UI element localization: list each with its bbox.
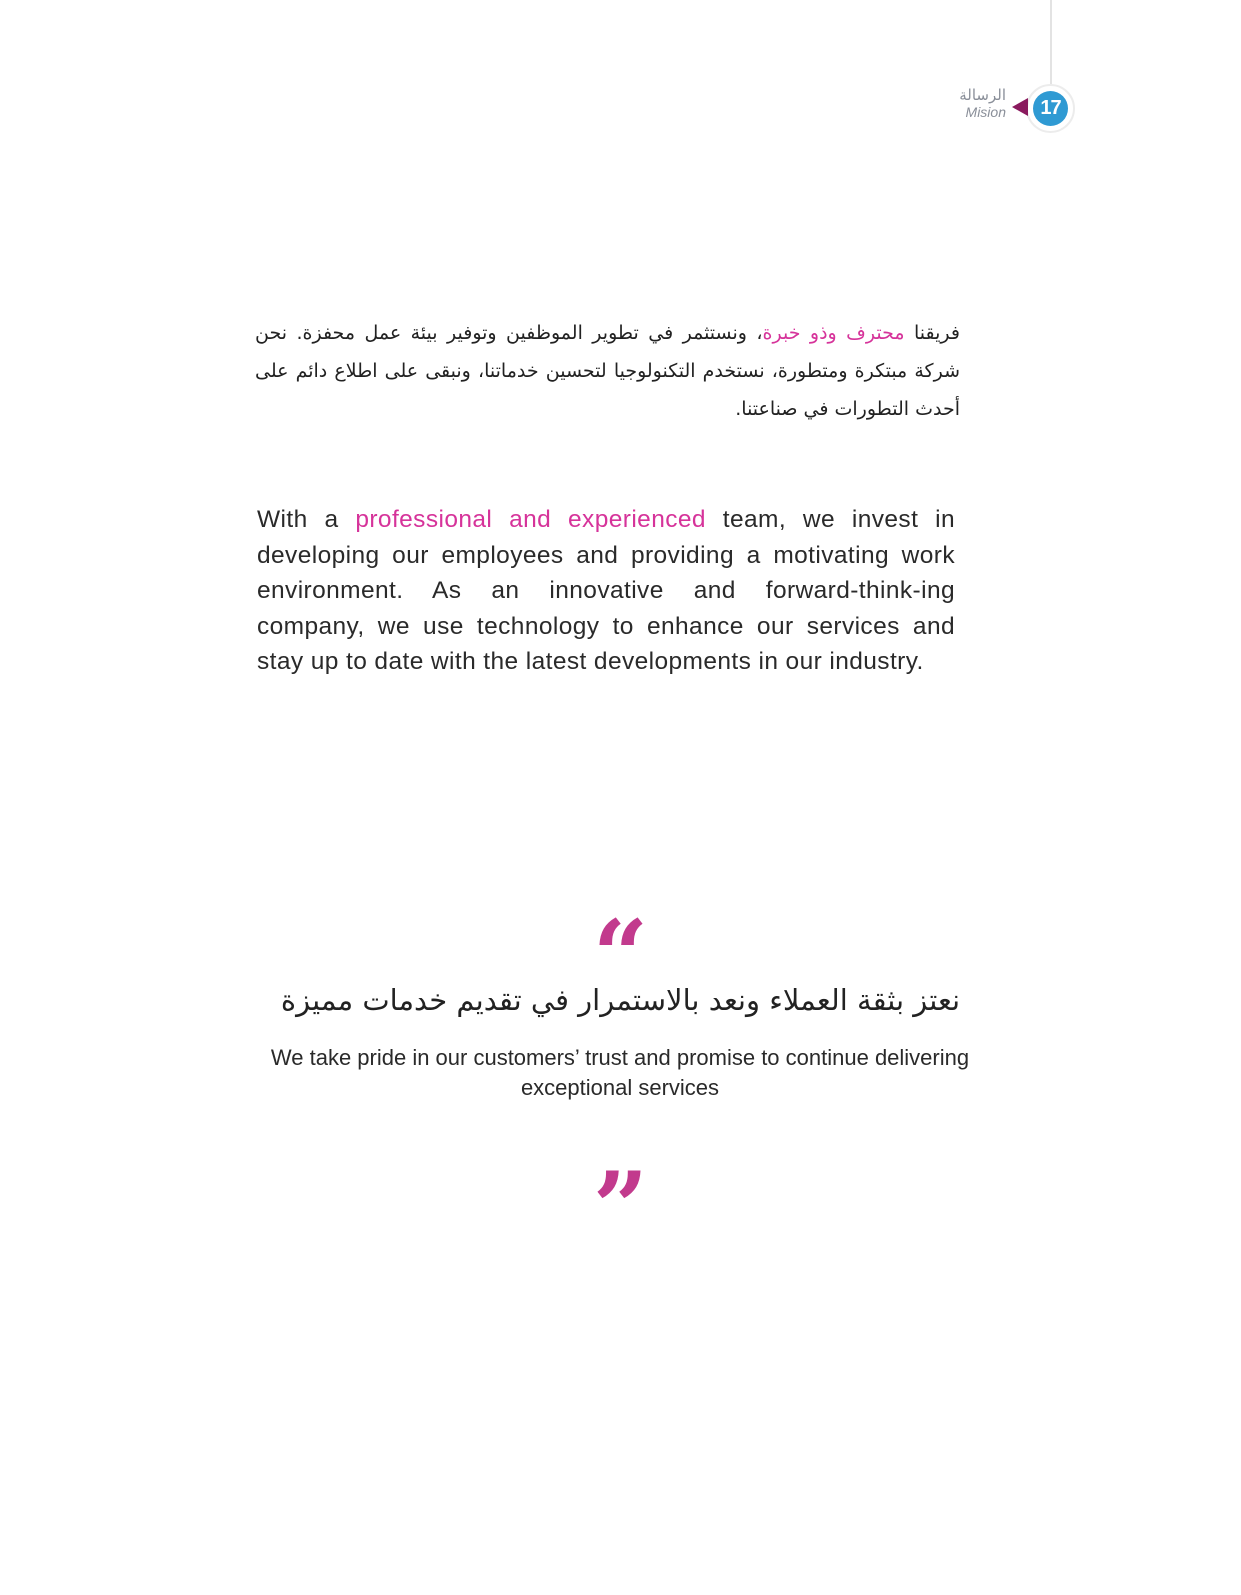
english-paragraph-lead: With a xyxy=(257,506,356,533)
english-paragraph-highlight: professional and experienced xyxy=(355,506,706,533)
english-paragraph-rest: team, we invest in developing our employees and providing a motivating work environment. As an innovative and forward-think-ing company, we use technology to enhance our services and stay up to date with the latest developments in our industry. xyxy=(257,506,955,676)
triangle-pointer-icon xyxy=(1012,98,1028,116)
close-quote-icon: ” xyxy=(592,1151,649,1264)
quote-arabic: نعتز بثقة العملاء ونعد بالاستمرار في تقديم خدمات مميزة xyxy=(280,983,961,1017)
arabic-paragraph-rest: ، ونستثمر في تطوير الموظفين وتوفير بيئة عمل محفزة. نحن شركة مبتكرة ومتطورة، نستخدم التكنولوجيا لتحسين خدماتنا، ونبقى على اطلاع دائم على أحدث التطورات في صناعتنا. xyxy=(255,322,960,420)
arabic-paragraph-highlight: محترف وذو خبرة xyxy=(762,322,905,344)
section-title-arabic: الرسالة xyxy=(959,86,1006,104)
section-title-english: Mision xyxy=(965,104,1006,120)
quote-english: We take pride in our customers’ trust and promise to continue delivering exceptional services xyxy=(270,1045,970,1100)
open-quote-icon: “ xyxy=(592,899,649,1012)
arabic-mission-paragraph xyxy=(255,314,960,428)
header-divider-line xyxy=(1050,0,1052,85)
section-title xyxy=(959,88,1006,119)
page-number-badge: 17 xyxy=(1033,91,1068,126)
english-mission-paragraph xyxy=(257,502,955,680)
arabic-paragraph-lead: فريقنا xyxy=(904,322,960,344)
